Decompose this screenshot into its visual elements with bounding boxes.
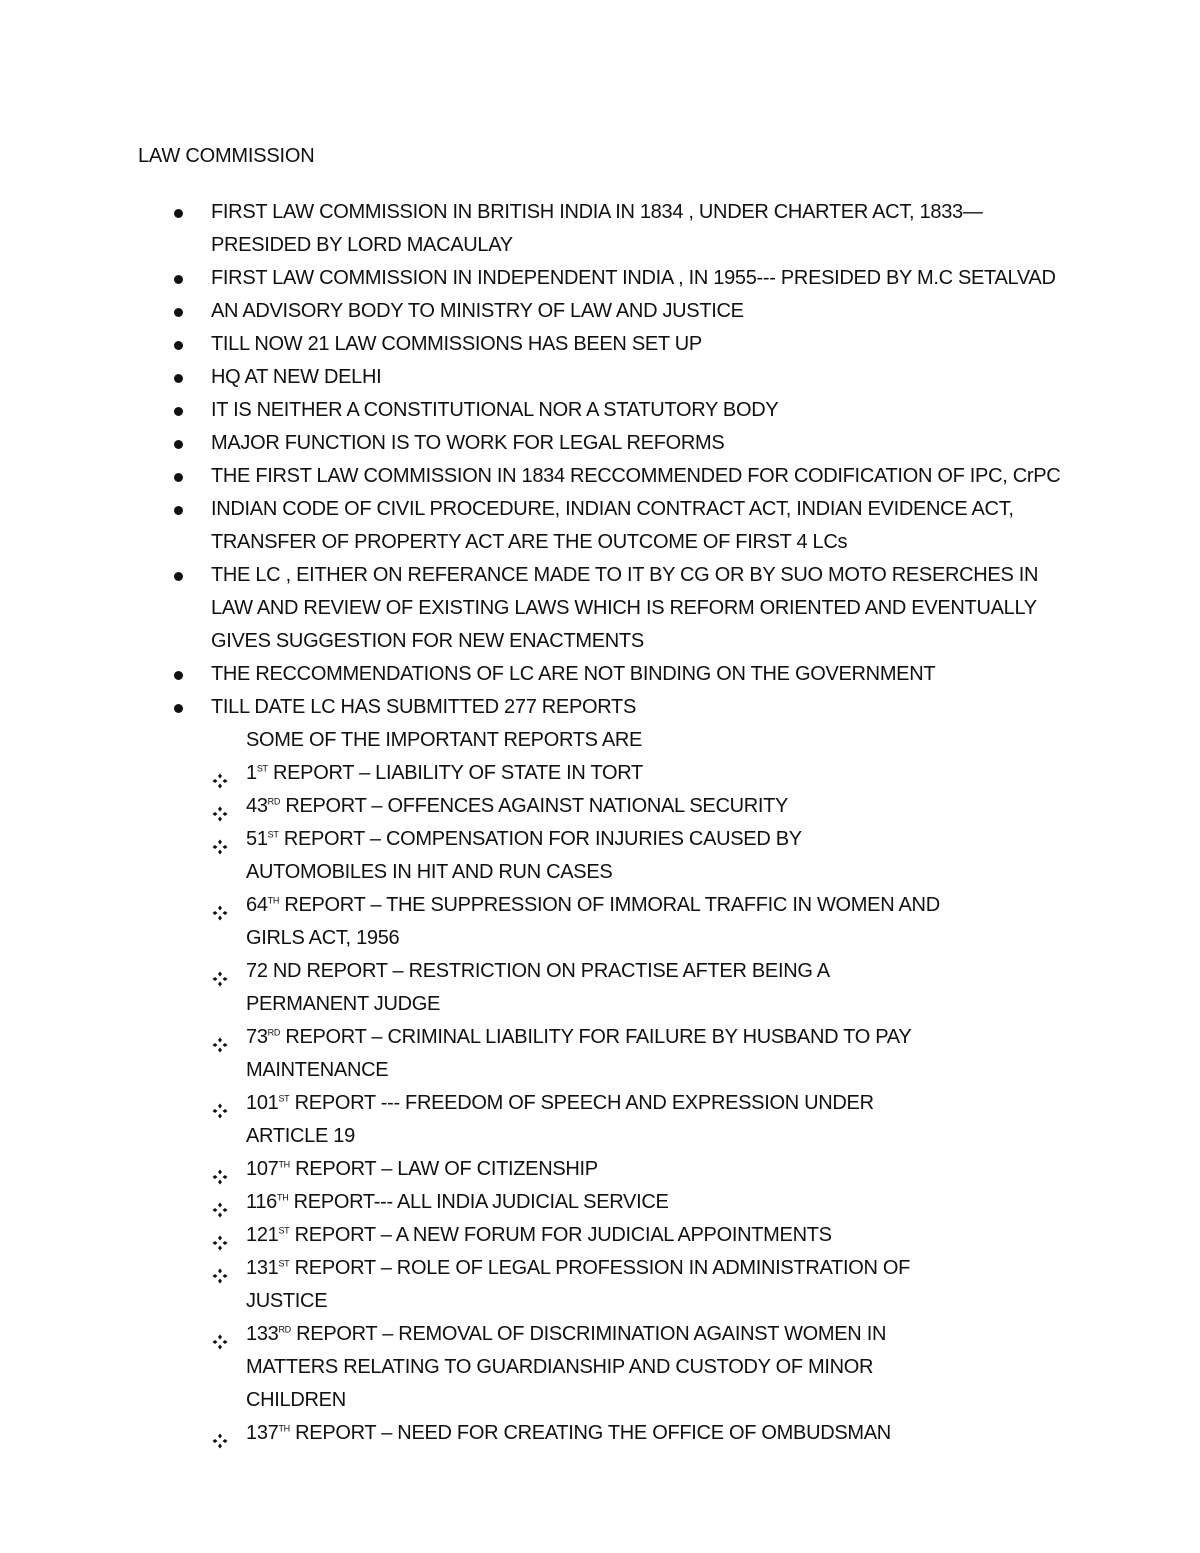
report-number: 43 xyxy=(246,795,268,817)
report-item xyxy=(0,1318,1070,1417)
bullet-icon xyxy=(174,341,183,350)
list-item-text: INDIAN CODE OF CIVIL PROCEDURE, INDIAN CONTRACT ACT, INDIAN EVIDENCE ACT, TRANSFER OF PROPERTY ACT ARE THE OUTCOME OF FIRST 4 LCs xyxy=(211,498,1014,553)
report-title: REPORT--- ALL INDIA JUDICIAL SERVICE xyxy=(288,1191,669,1213)
report-ordinal: ST xyxy=(267,829,279,840)
diamond-bullet-icon xyxy=(212,1031,228,1047)
report-number: 72 ND xyxy=(246,960,302,982)
report-item xyxy=(0,1219,1070,1252)
report-ordinal: TH xyxy=(278,1159,290,1170)
bullet-icon xyxy=(174,704,183,713)
reports-section xyxy=(0,724,1200,1450)
diamond-bullet-icon xyxy=(212,1163,228,1179)
list-item-text: TILL NOW 21 LAW COMMISSIONS HAS BEEN SET UP xyxy=(211,333,702,355)
report-ordinal: ST xyxy=(278,1258,290,1269)
report-title: REPORT – COMPENSATION FOR INJURIES CAUSED BY AUTOMOBILES IN HIT AND RUN CASES xyxy=(246,828,802,883)
report-item xyxy=(0,823,1070,889)
bullet-icon xyxy=(174,506,183,515)
report-title: REPORT – CRIMINAL LIABILITY FOR FAILURE BY HUSBAND TO PAY MAINTENANCE xyxy=(246,1026,912,1081)
list-item-text: FIRST LAW COMMISSION IN BRITISH INDIA IN 1834 , UNDER CHARTER ACT, 1833—PRESIDED BY LORD MACAULAY xyxy=(211,201,983,256)
list-item xyxy=(0,361,1200,394)
report-ordinal: ST xyxy=(256,763,268,774)
list-item-text: THE RECCOMMENDATIONS OF LC ARE NOT BINDING ON THE GOVERNMENT xyxy=(211,663,936,685)
report-item xyxy=(0,1186,1070,1219)
report-item xyxy=(0,1417,1070,1450)
bullet-icon xyxy=(174,209,183,218)
report-number: 131 xyxy=(246,1257,279,1279)
report-item xyxy=(0,955,1070,1021)
report-title: REPORT – THE SUPPRESSION OF IMMORAL TRAFFIC IN WOMEN AND GIRLS ACT, 1956 xyxy=(246,894,940,949)
diamond-bullet-icon xyxy=(212,1262,228,1278)
bullet-icon xyxy=(174,407,183,416)
diamond-bullet-icon xyxy=(212,833,228,849)
report-number: 73 xyxy=(246,1026,268,1048)
list-item xyxy=(0,262,1200,295)
diamond-bullet-icon xyxy=(212,800,228,816)
report-title: REPORT – LIABILITY OF STATE IN TORT xyxy=(267,762,643,784)
list-item-text: IT IS NEITHER A CONSTITUTIONAL NOR A STATUTORY BODY xyxy=(211,399,779,421)
list-item xyxy=(0,691,1200,724)
report-item xyxy=(0,790,1070,823)
report-title: REPORT – NEED FOR CREATING THE OFFICE OF OMBUDSMAN xyxy=(289,1422,891,1444)
report-ordinal: RD xyxy=(267,1027,281,1038)
report-ordinal: TH xyxy=(278,1423,290,1434)
report-number: 121 xyxy=(246,1224,279,1246)
list-item xyxy=(0,460,1200,493)
bullet-icon xyxy=(174,572,183,581)
bullet-icon xyxy=(174,308,183,317)
list-item-text: AN ADVISORY BODY TO MINISTRY OF LAW AND JUSTICE xyxy=(211,300,744,322)
report-number: 133 xyxy=(246,1323,279,1345)
report-title: REPORT --- FREEDOM OF SPEECH AND EXPRESSION UNDER ARTICLE 19 xyxy=(246,1092,874,1147)
report-number: 101 xyxy=(246,1092,279,1114)
report-title: REPORT – REMOVAL OF DISCRIMINATION AGAINST WOMEN IN MATTERS RELATING TO GUARDIANSHIP AND CUSTODY OF MINOR CHILDREN xyxy=(246,1323,887,1411)
list-item xyxy=(0,427,1200,460)
diamond-bullet-icon xyxy=(212,965,228,981)
bullet-icon xyxy=(174,473,183,482)
report-title: REPORT – OFFENCES AGAINST NATIONAL SECURITY xyxy=(280,795,789,817)
report-item xyxy=(0,1153,1070,1186)
list-item-text: THE FIRST LAW COMMISSION IN 1834 RECCOMMENDED FOR CODIFICATION OF IPC, CrPC xyxy=(211,465,1061,487)
page-title: LAW COMMISSION xyxy=(138,145,315,167)
report-title: REPORT – A NEW FORUM FOR JUDICIAL APPOINTMENTS xyxy=(289,1224,832,1246)
report-ordinal: ST xyxy=(278,1225,290,1236)
bullet-icon xyxy=(174,671,183,680)
report-title: REPORT – LAW OF CITIZENSHIP xyxy=(289,1158,598,1180)
report-item xyxy=(0,757,1070,790)
report-ordinal: RD xyxy=(267,796,281,807)
list-item xyxy=(0,328,1200,361)
reports-heading: SOME OF THE IMPORTANT REPORTS ARE xyxy=(246,729,643,751)
list-item xyxy=(0,559,1200,658)
report-ordinal: TH xyxy=(267,895,280,906)
report-ordinal: RD xyxy=(278,1324,291,1335)
report-number: 116 xyxy=(246,1191,277,1213)
diamond-bullet-icon xyxy=(212,1196,228,1212)
report-title: REPORT – RESTRICTION ON PRACTISE AFTER BEING A PERMANENT JUDGE xyxy=(246,960,829,1015)
report-number: 107 xyxy=(246,1158,279,1180)
list-item xyxy=(0,196,1200,262)
diamond-bullet-icon xyxy=(212,899,228,915)
report-number: 1 xyxy=(246,762,257,784)
list-item-text: HQ AT NEW DELHI xyxy=(211,366,382,388)
report-item xyxy=(0,1252,1070,1318)
report-number: 51 xyxy=(246,828,268,850)
report-item xyxy=(0,1021,1070,1087)
report-ordinal: ST xyxy=(278,1093,290,1104)
reports-list xyxy=(0,757,1070,1450)
diamond-bullet-icon xyxy=(212,1328,228,1344)
list-item xyxy=(0,295,1200,328)
report-item xyxy=(0,1087,1070,1153)
report-item xyxy=(0,889,1070,955)
bullet-icon xyxy=(174,275,183,284)
bullet-icon xyxy=(174,374,183,383)
diamond-bullet-icon xyxy=(212,767,228,783)
diamond-bullet-icon xyxy=(212,1427,228,1443)
report-number: 64 xyxy=(246,894,268,916)
report-title: REPORT – ROLE OF LEGAL PROFESSION IN ADMINISTRATION OF JUSTICE xyxy=(246,1257,911,1312)
report-number: 137 xyxy=(246,1422,279,1444)
list-item-text: FIRST LAW COMMISSION IN INDEPENDENT INDIA , IN 1955--- PRESIDED BY M.C SETALVAD xyxy=(211,267,1056,289)
list-item-text: THE LC , EITHER ON REFERANCE MADE TO IT BY CG OR BY SUO MOTO RESERCHES IN LAW AND REVIEW OF EXISTING LAWS WHICH IS REFORM ORIENTED AND EVENTUALLY GIVES SUGGESTION FOR NEW ENACTMENTS xyxy=(211,564,1039,652)
bullet-list xyxy=(0,196,1200,1450)
list-item xyxy=(0,394,1200,427)
list-item xyxy=(0,493,1200,559)
bullet-icon xyxy=(174,440,183,449)
list-item xyxy=(0,658,1200,691)
report-ordinal: TH xyxy=(277,1192,289,1203)
list-item-text: MAJOR FUNCTION IS TO WORK FOR LEGAL REFORMS xyxy=(211,432,725,454)
list-item-text: TILL DATE LC HAS SUBMITTED 277 REPORTS xyxy=(211,696,637,718)
diamond-bullet-icon xyxy=(212,1229,228,1245)
diamond-bullet-icon xyxy=(212,1097,228,1113)
